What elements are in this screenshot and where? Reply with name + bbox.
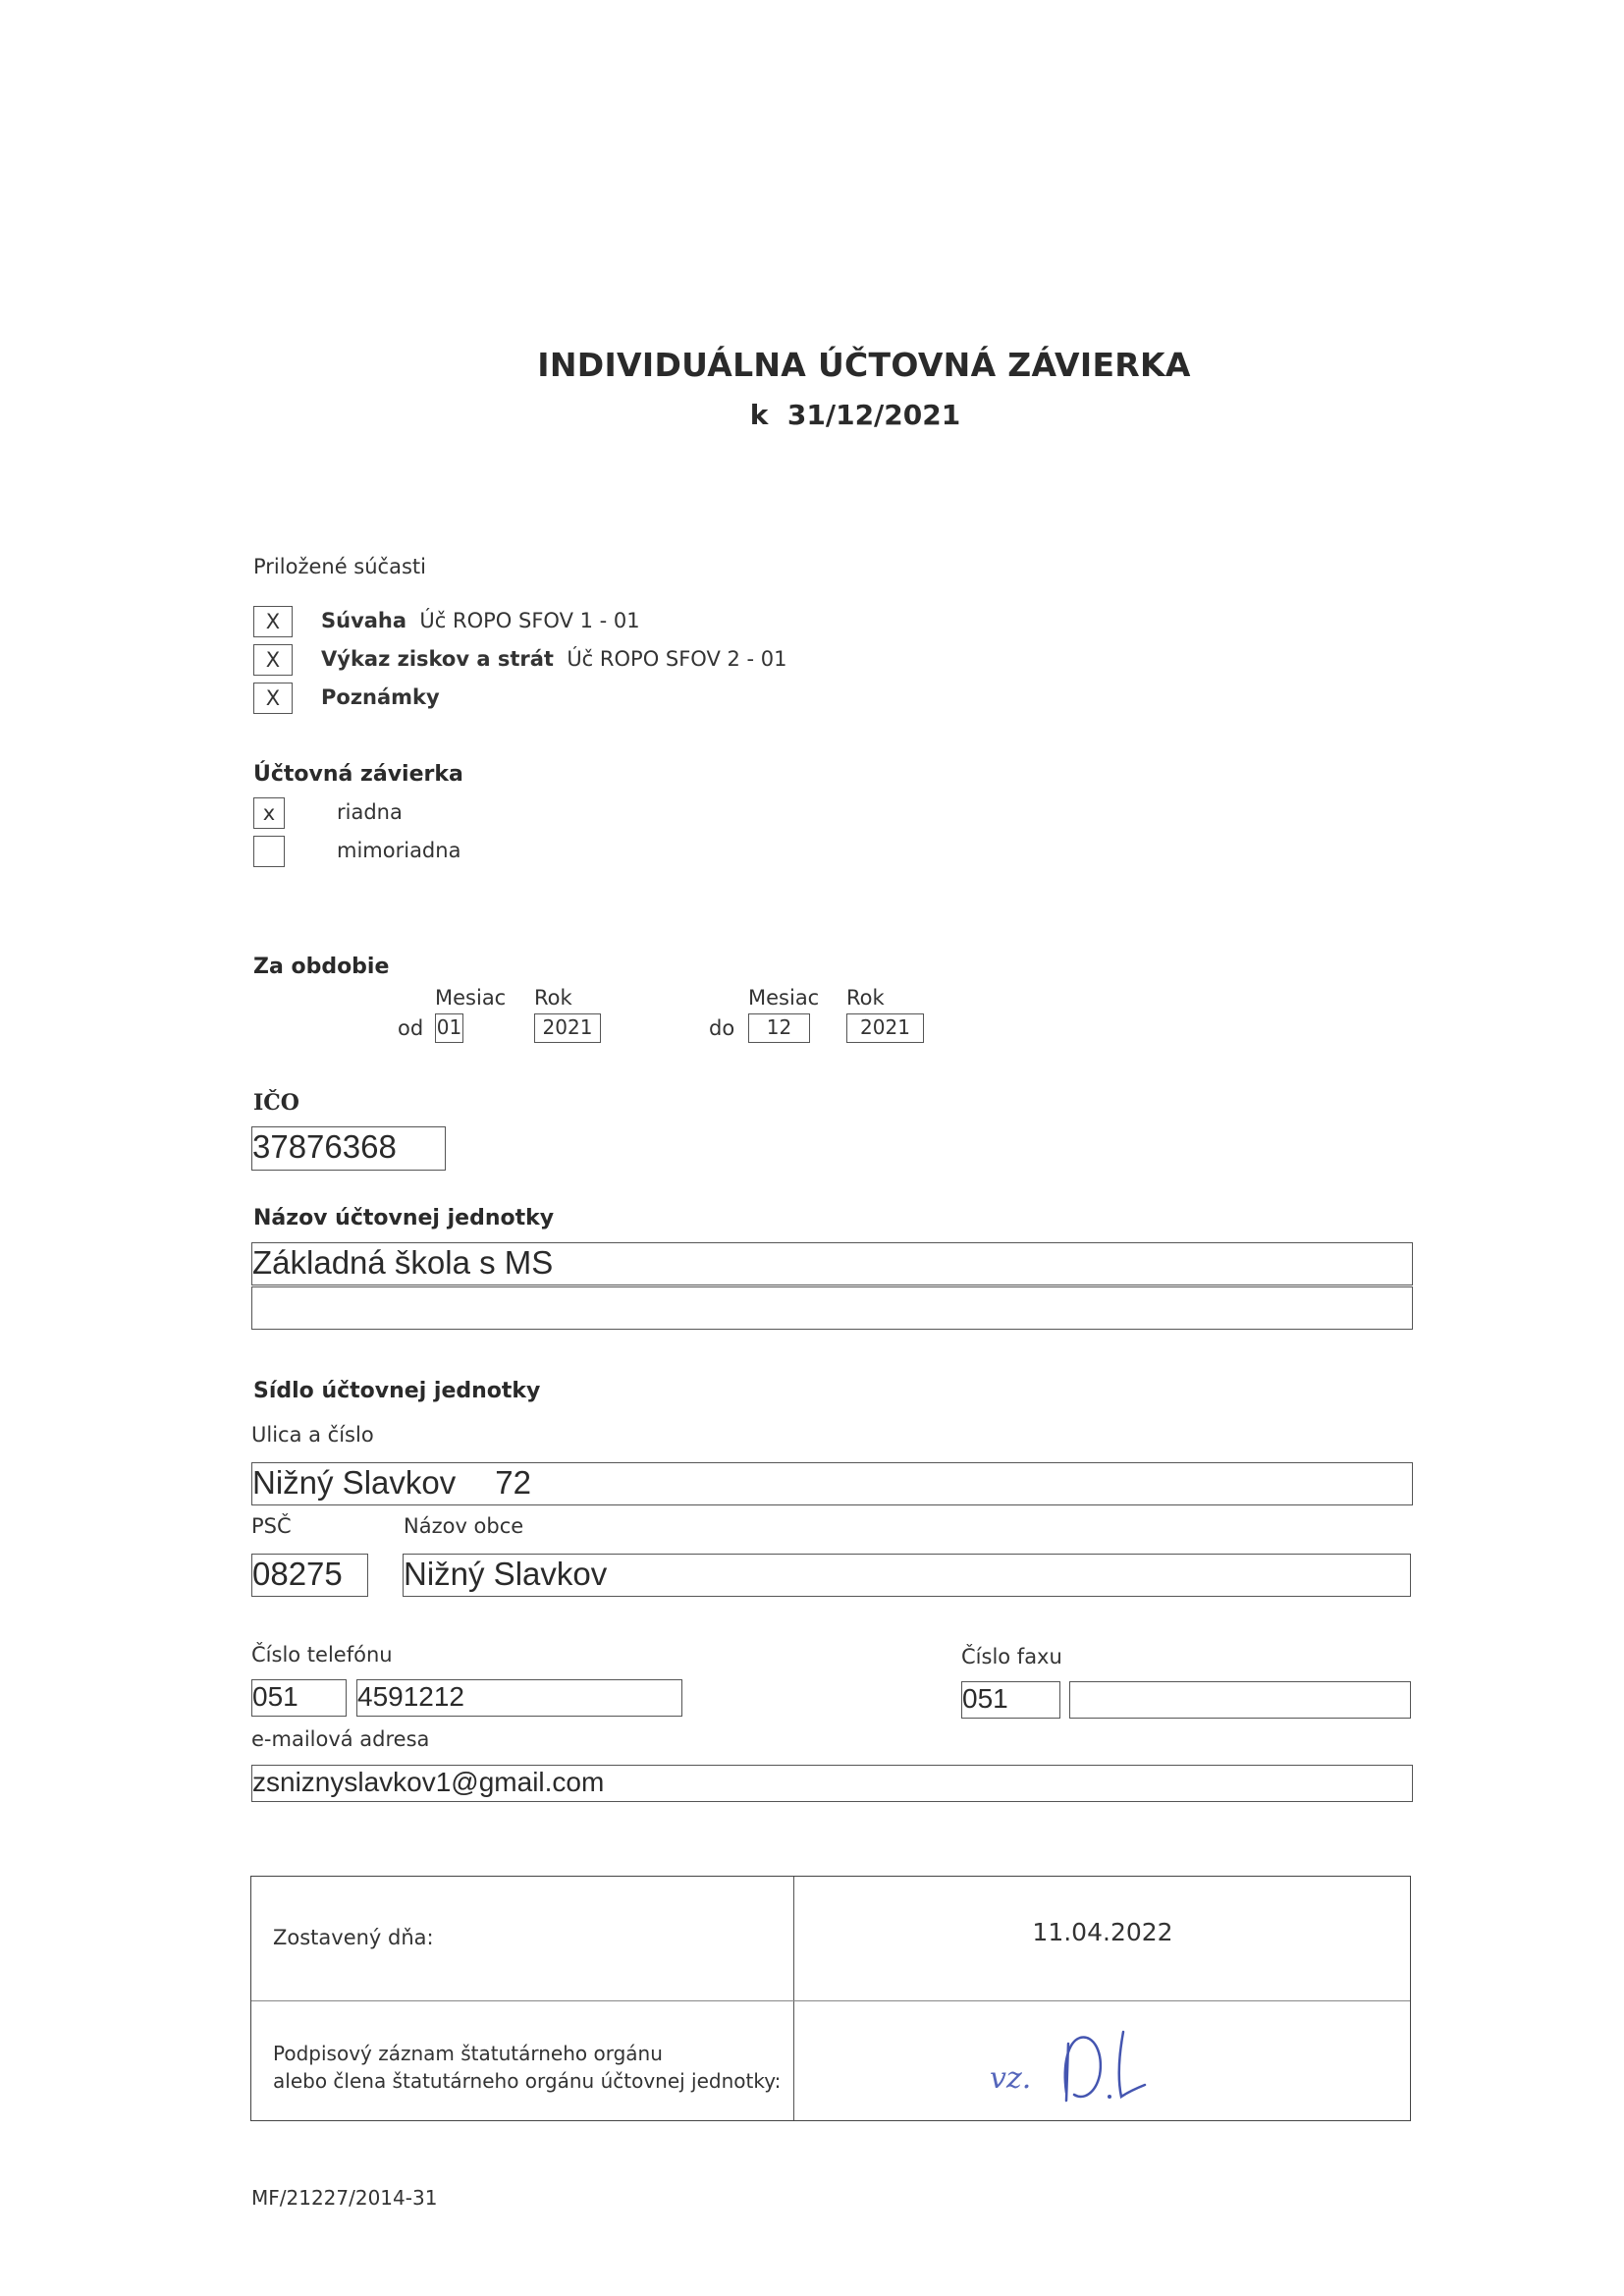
period-to-year-label: Rok — [846, 986, 885, 1010]
entity-name-field-line1[interactable]: Základná škola s MS — [251, 1242, 1413, 1285]
street-label: Ulica a číslo — [251, 1423, 374, 1447]
closing-type-option-extraordinary: mimoriadna — [337, 839, 461, 862]
fax-label: Číslo faxu — [961, 1645, 1062, 1668]
fax-number-field[interactable] — [1069, 1681, 1411, 1719]
address-label: Sídlo účtovnej jednotky — [253, 1379, 541, 1403]
attachment-item-profit-loss — [321, 647, 787, 671]
attachment-code: Úč ROPO SFOV 2 - 01 — [567, 647, 787, 671]
signature-label-line2: alebo člena štatutárneho orgánu účtovnej jednotky: — [273, 2069, 782, 2093]
compiled-date-value: 11.04.2022 — [1032, 1918, 1173, 1946]
handwritten-signature — [1055, 2024, 1192, 2112]
fax-prefix-field[interactable]: 051 — [961, 1681, 1060, 1719]
period-label: Za obdobie — [253, 955, 390, 979]
table-divider-vertical — [793, 1877, 794, 2120]
closing-type-checkbox-regular[interactable]: x — [253, 797, 285, 829]
attachment-item-notes — [321, 685, 440, 709]
closing-type-label: Účtovná závierka — [253, 762, 463, 787]
closing-type-option-regular: riadna — [337, 800, 403, 824]
phone-number-field[interactable]: 4591212 — [356, 1679, 682, 1717]
street-name: Nižný Slavkov — [252, 1464, 457, 1501]
attachment-name: Poznámky — [321, 685, 440, 709]
attachments-label: Priložené súčasti — [253, 555, 426, 578]
city-label: Názov obce — [404, 1514, 524, 1538]
period-to-label: do — [709, 1016, 735, 1040]
form-code: MF/21227/2014-31 — [251, 2186, 438, 2210]
entity-name-field-line2[interactable] — [251, 1286, 1413, 1330]
street-number: 72 — [495, 1464, 531, 1501]
attachment-code: Úč ROPO SFOV 1 - 01 — [419, 609, 640, 632]
period-to-month-field[interactable]: 12 — [748, 1013, 810, 1043]
zip-field[interactable]: 08275 — [251, 1554, 368, 1597]
period-to-month-label: Mesiac — [748, 986, 820, 1010]
attachment-item-balance — [321, 609, 640, 632]
closing-type-checkbox-extraordinary[interactable] — [253, 836, 285, 867]
attachment-name: Výkaz ziskov a strát — [321, 647, 554, 671]
period-from-label: od — [398, 1016, 424, 1040]
email-field[interactable]: zsniznyslavkov1@gmail.com — [251, 1765, 1413, 1802]
street-field[interactable] — [251, 1462, 1413, 1505]
table-divider-horizontal — [251, 2000, 1410, 2001]
email-label: e-mailová adresa — [251, 1727, 430, 1751]
attachment-checkbox-balance[interactable]: X — [253, 606, 293, 637]
ico-field[interactable]: 37876368 — [251, 1126, 446, 1171]
entity-name-label: Názov účtovnej jednotky — [253, 1206, 555, 1230]
period-from-month-field[interactable]: 01 — [435, 1013, 463, 1043]
zip-label: PSČ — [251, 1514, 292, 1538]
attachment-name: Súvaha — [321, 609, 407, 632]
attachment-checkbox-notes[interactable]: X — [253, 683, 293, 714]
compiled-date-label: Zostavený dňa: — [273, 1926, 434, 1949]
period-from-month-label: Mesiac — [435, 986, 507, 1010]
signature-vz-text: vz. — [990, 2061, 1032, 2096]
period-to-year-field[interactable]: 2021 — [846, 1013, 924, 1043]
signature-table — [250, 1876, 1411, 2121]
document-date: k 31/12/2021 — [749, 399, 961, 431]
ico-label: IČO — [253, 1090, 299, 1116]
document-title: INDIVIDUÁLNA ÚČTOVNÁ ZÁVIERKA — [537, 346, 1191, 384]
period-from-year-field[interactable]: 2021 — [534, 1013, 601, 1043]
phone-label: Číslo telefónu — [251, 1643, 393, 1667]
attachment-checkbox-profit-loss[interactable]: X — [253, 644, 293, 676]
phone-prefix-field[interactable]: 051 — [251, 1679, 347, 1717]
signature-label-line1: Podpisový záznam štatutárneho orgánu — [273, 2042, 663, 2065]
city-field[interactable]: Nižný Slavkov — [403, 1554, 1411, 1597]
period-from-year-label: Rok — [534, 986, 572, 1010]
